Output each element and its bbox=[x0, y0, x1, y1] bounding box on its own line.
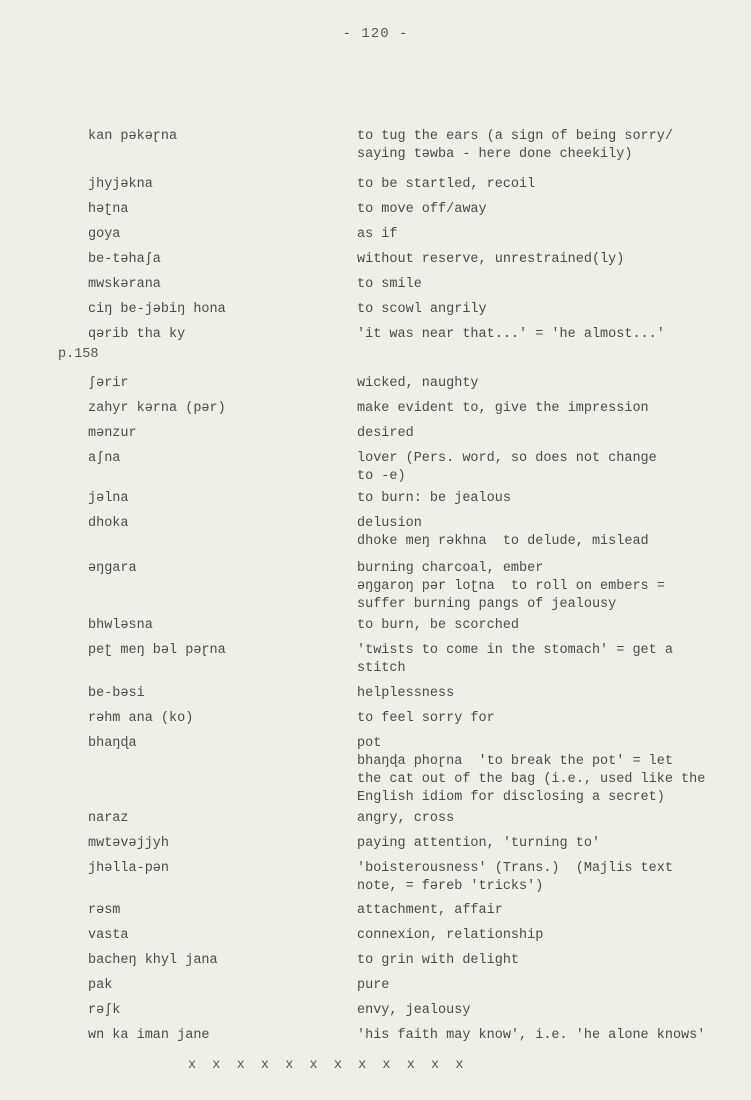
entry-gloss-text: 'twists to come in the stomach' = get a stitch bbox=[357, 643, 673, 676]
entry-term: wn ka iman jane bbox=[88, 1028, 210, 1043]
entry-term: peʈ meŋ bəl pəɽna bbox=[88, 643, 226, 658]
entry-term: bhwləsna bbox=[88, 618, 153, 633]
entry-subgloss: bhaŋɖa phoɽna 'to break the pot' = let the cat out of the bag (i.e., used like the English idiom for disclosing a secret) bbox=[357, 754, 706, 805]
entry-term: həʈna bbox=[88, 202, 129, 217]
entry-gloss bbox=[357, 375, 747, 393]
entry-gloss bbox=[357, 952, 747, 970]
entry-gloss bbox=[357, 226, 747, 244]
entry-gloss bbox=[357, 835, 747, 853]
entry-gloss bbox=[357, 301, 747, 319]
entry-gloss bbox=[357, 490, 747, 508]
entry-gloss-text: pot bbox=[357, 736, 382, 751]
entry-gloss bbox=[357, 927, 747, 945]
entry-gloss bbox=[357, 276, 747, 294]
entry-term: aʃna bbox=[88, 451, 121, 466]
entry-gloss-text: desired bbox=[357, 426, 414, 441]
entry-gloss-text: without reserve, unrestrained(ly) bbox=[357, 252, 625, 267]
entry-term: ʃərir bbox=[88, 376, 129, 391]
entry-subgloss: dhoke meŋ rəkhna to delude, mislead bbox=[357, 534, 649, 549]
entry-term: jhyjəkna bbox=[88, 177, 153, 192]
entry-gloss-text: 'his faith may know', i.e. 'he alone knows' bbox=[357, 1028, 706, 1043]
entry-gloss bbox=[357, 251, 747, 269]
entry-term: ciŋ be-jəbiŋ hona bbox=[88, 302, 226, 317]
page-number: - 120 - bbox=[342, 26, 409, 42]
entry-gloss-text: pure bbox=[357, 978, 390, 993]
entry-subgloss: əŋgaroŋ pər loʈna to roll on embers = suffer burning pangs of jealousy bbox=[357, 579, 665, 612]
entry-term: jəlna bbox=[88, 491, 129, 506]
entry-gloss-text: helplessness bbox=[357, 686, 455, 701]
entry-term: be-bəsi bbox=[88, 686, 145, 701]
entry-gloss-text: to move off/away bbox=[357, 202, 487, 217]
entry-gloss bbox=[357, 1002, 747, 1020]
entry-gloss bbox=[357, 176, 747, 194]
entry-gloss-text: 'it was near that...' = 'he almost...' bbox=[357, 327, 665, 342]
entry-gloss bbox=[357, 710, 747, 728]
section-marker: p.158 bbox=[58, 347, 99, 362]
entry-gloss bbox=[357, 1027, 747, 1045]
entry-gloss-text: as if bbox=[357, 227, 398, 242]
entry-gloss bbox=[357, 515, 747, 551]
entry-term: be-təhaʃa bbox=[88, 252, 161, 267]
entry-gloss-text: paying attention, 'turning to' bbox=[357, 836, 601, 851]
entry-term: zahyr kərna (pər) bbox=[88, 401, 226, 416]
entry-gloss bbox=[357, 425, 747, 443]
entry-term: rəʃk bbox=[88, 1003, 121, 1018]
entry-gloss-text: to scowl angrily bbox=[357, 302, 487, 317]
entry-gloss bbox=[357, 450, 747, 486]
entry-gloss-text: to be startled, recoil bbox=[357, 177, 536, 192]
entry-gloss-text: delusion bbox=[357, 516, 422, 531]
end-marker: x x x x x x x x x x x x bbox=[188, 1058, 464, 1073]
entry-term: jhəlla-pən bbox=[88, 861, 170, 876]
entry-term: vasta bbox=[88, 928, 129, 943]
entry-gloss bbox=[357, 977, 747, 995]
entry-term: əŋgara bbox=[88, 561, 137, 576]
entry-term: rəsm bbox=[88, 903, 121, 918]
entry-gloss-text: connexion, relationship bbox=[357, 928, 544, 943]
entry-gloss bbox=[357, 810, 747, 828]
entry-gloss bbox=[357, 735, 747, 807]
entry-gloss bbox=[357, 685, 747, 703]
entry-term: kan pəkəɽna bbox=[88, 129, 178, 144]
entry-term: qərib tha ky bbox=[88, 327, 186, 342]
entry-term: naraz bbox=[88, 811, 129, 826]
entry-gloss-text: envy, jealousy bbox=[357, 1003, 471, 1018]
entry-term: pak bbox=[88, 978, 113, 993]
entry-gloss-text: to burn, be scorched bbox=[357, 618, 520, 633]
entry-gloss bbox=[357, 560, 747, 614]
entry-gloss-text: to feel sorry for bbox=[357, 711, 495, 726]
entry-gloss bbox=[357, 400, 747, 418]
entry-term: mənzur bbox=[88, 426, 137, 441]
entry-gloss-text: to tug the ears (a sign of being sorry/ saying təwba - here done cheekily) bbox=[357, 129, 673, 162]
entry-gloss-text: wicked, naughty bbox=[357, 376, 479, 391]
entry-term: rəhm ana (ko) bbox=[88, 711, 194, 726]
entry-gloss-text: make evident to, give the impression bbox=[357, 401, 649, 416]
entry-gloss bbox=[357, 326, 747, 344]
entry-gloss-text: angry, cross bbox=[357, 811, 455, 826]
entry-gloss-text: to smile bbox=[357, 277, 422, 292]
entry-term: bacheŋ khyl jana bbox=[88, 953, 218, 968]
entry-gloss-text: to grin with delight bbox=[357, 953, 520, 968]
entry-gloss-text: to burn: be jealous bbox=[357, 491, 511, 506]
entry-term: dhoka bbox=[88, 516, 129, 531]
entry-term: mwtəvəjjyh bbox=[88, 836, 170, 851]
entry-gloss-text: burning charcoal, ember bbox=[357, 561, 544, 576]
entry-gloss bbox=[357, 617, 747, 635]
entry-term: goya bbox=[88, 227, 121, 242]
entry-gloss bbox=[357, 128, 747, 164]
entry-gloss-text: lover (Pers. word, so does not change to -e) bbox=[357, 451, 657, 484]
entry-gloss bbox=[357, 860, 747, 896]
entry-term: bhaŋɖa bbox=[88, 736, 137, 751]
entry-gloss bbox=[357, 902, 747, 920]
entry-gloss-text: attachment, affair bbox=[357, 903, 503, 918]
entry-term: mwskərana bbox=[88, 277, 161, 292]
entry-gloss-text: 'boisterousness' (Trans.) (Majlis text note, = fəreb 'tricks') bbox=[357, 861, 673, 894]
entry-gloss bbox=[357, 642, 747, 678]
entry-gloss bbox=[357, 201, 747, 219]
